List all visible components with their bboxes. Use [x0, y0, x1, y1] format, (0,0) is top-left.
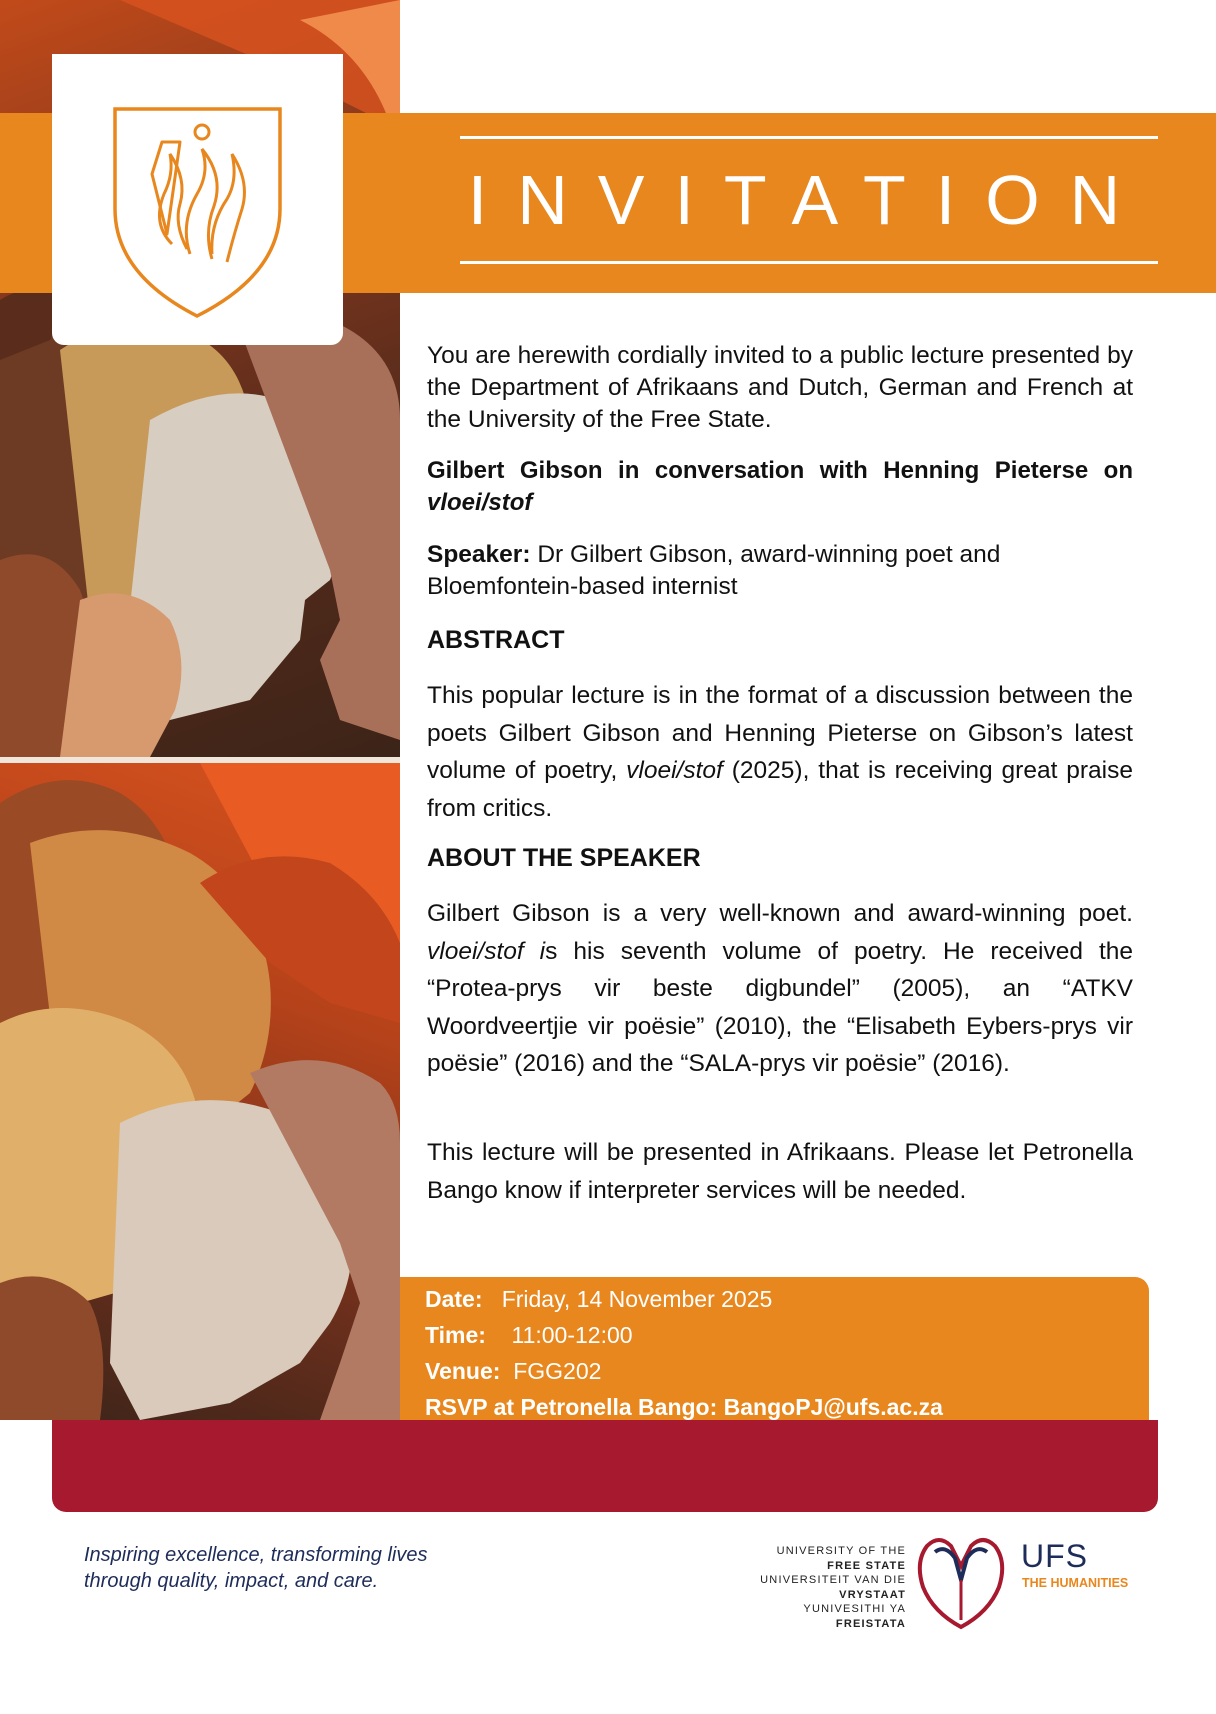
ufs-wordmark: UFS: [1021, 1538, 1088, 1574]
speaker-line: [427, 539, 1133, 603]
uni-line-4: VRYSTAAT: [839, 1588, 906, 1601]
abstract-book-title: vloei/stof: [626, 757, 723, 784]
abstract-text-1: This popular lecture is in the format of a discussion between the poets Gilbert Gibson and Henning Pieterse on Gibson’s latest volume of poetry,: [427, 682, 1133, 784]
uni-line-3: UNIVERSITEIT VAN DIE: [760, 1574, 906, 1586]
tagline: [84, 1542, 428, 1594]
collage-bottom-panel: [0, 763, 400, 1420]
date-value: Friday, 14 November 2025: [501, 1286, 773, 1312]
about-text-1: Gilbert Gibson is a very well-known and award-winning poet.: [427, 900, 1133, 927]
paper-heads-illustration-bottom: [0, 763, 400, 1420]
header-rule-bottom: [460, 261, 1158, 264]
tagline-line-1: Inspiring excellence, transforming lives: [84, 1544, 428, 1566]
language-note-text: This lecture will be presented in Afrikaans. Please let Petronella Bango know if interpreter services will be needed.: [427, 1139, 1133, 1204]
ufs-heart-logo-icon: [915, 1532, 1007, 1632]
venue-value: FGG202: [513, 1358, 602, 1384]
time-value: 11:00-12:00: [511, 1322, 633, 1348]
uni-line-2: FREE STATE: [827, 1559, 906, 1572]
about-book-title: vloei/stof i: [427, 937, 546, 965]
about-text-2: s his seventh volume of poetry. He received the “Protea-prys vir beste digbundel” (2005), an “ATKV Woordveertjie vir poësie” (2010), the “Elisabeth Eybers-prys vir poësie” (2016) and the “SALA-prys vir poësie” (2016).: [427, 937, 1134, 1077]
date-label: Date:: [425, 1286, 483, 1312]
abstract-paragraph: [427, 677, 1133, 827]
uni-line-6: FREISTATA: [835, 1617, 906, 1630]
faculty-name: THE HUMANITIES: [1022, 1576, 1129, 1590]
faculty-logo-box: [52, 54, 343, 345]
uni-line-1: UNIVERSITY OF THE: [776, 1545, 906, 1557]
event-title-book: vloei/stof: [427, 489, 533, 516]
language-note: [427, 1134, 1133, 1209]
header-rule-top: [460, 136, 1158, 139]
speaker-label: Speaker:: [427, 541, 531, 568]
abstract-text-2: (2025), that is receiving great praise from critics.: [427, 757, 1133, 822]
about-paragraph: [427, 895, 1133, 1083]
venue-label: Venue:: [425, 1358, 501, 1384]
university-name-block: [700, 1544, 906, 1631]
footer-red-bar: [52, 1420, 1158, 1512]
event-details-panel: [400, 1277, 1149, 1422]
abstract-heading: ABSTRACT: [427, 626, 565, 654]
time-line: [425, 1320, 633, 1350]
uni-line-5: YUNIVESITHI YA: [803, 1603, 906, 1615]
venue-line: [425, 1356, 601, 1386]
event-title-main: Gilbert Gibson in conversation with Henning Pieterse on: [427, 457, 1133, 484]
date-line: [425, 1284, 772, 1314]
flame-shield-icon: [52, 54, 343, 345]
about-heading: ABOUT THE SPEAKER: [427, 844, 701, 872]
intro-text: You are herewith cordially invited to a public lecture presented by the Department of Afrikaans and Dutch, German and French at the University of the Free State.: [427, 342, 1133, 433]
page-title: INVITATION: [467, 161, 1151, 239]
tagline-line-2: through quality, impact, and care.: [84, 1570, 379, 1592]
time-label: Time:: [425, 1322, 486, 1348]
intro-paragraph: [427, 340, 1133, 436]
event-title: [427, 455, 1133, 519]
rsvp-line[interactable]: RSVP at Petronella Bango: BangoPJ@ufs.ac.za: [425, 1394, 943, 1420]
speaker-text: Dr Gilbert Gibson, award-winning poet and Bloemfontein-based internist: [427, 541, 1001, 600]
